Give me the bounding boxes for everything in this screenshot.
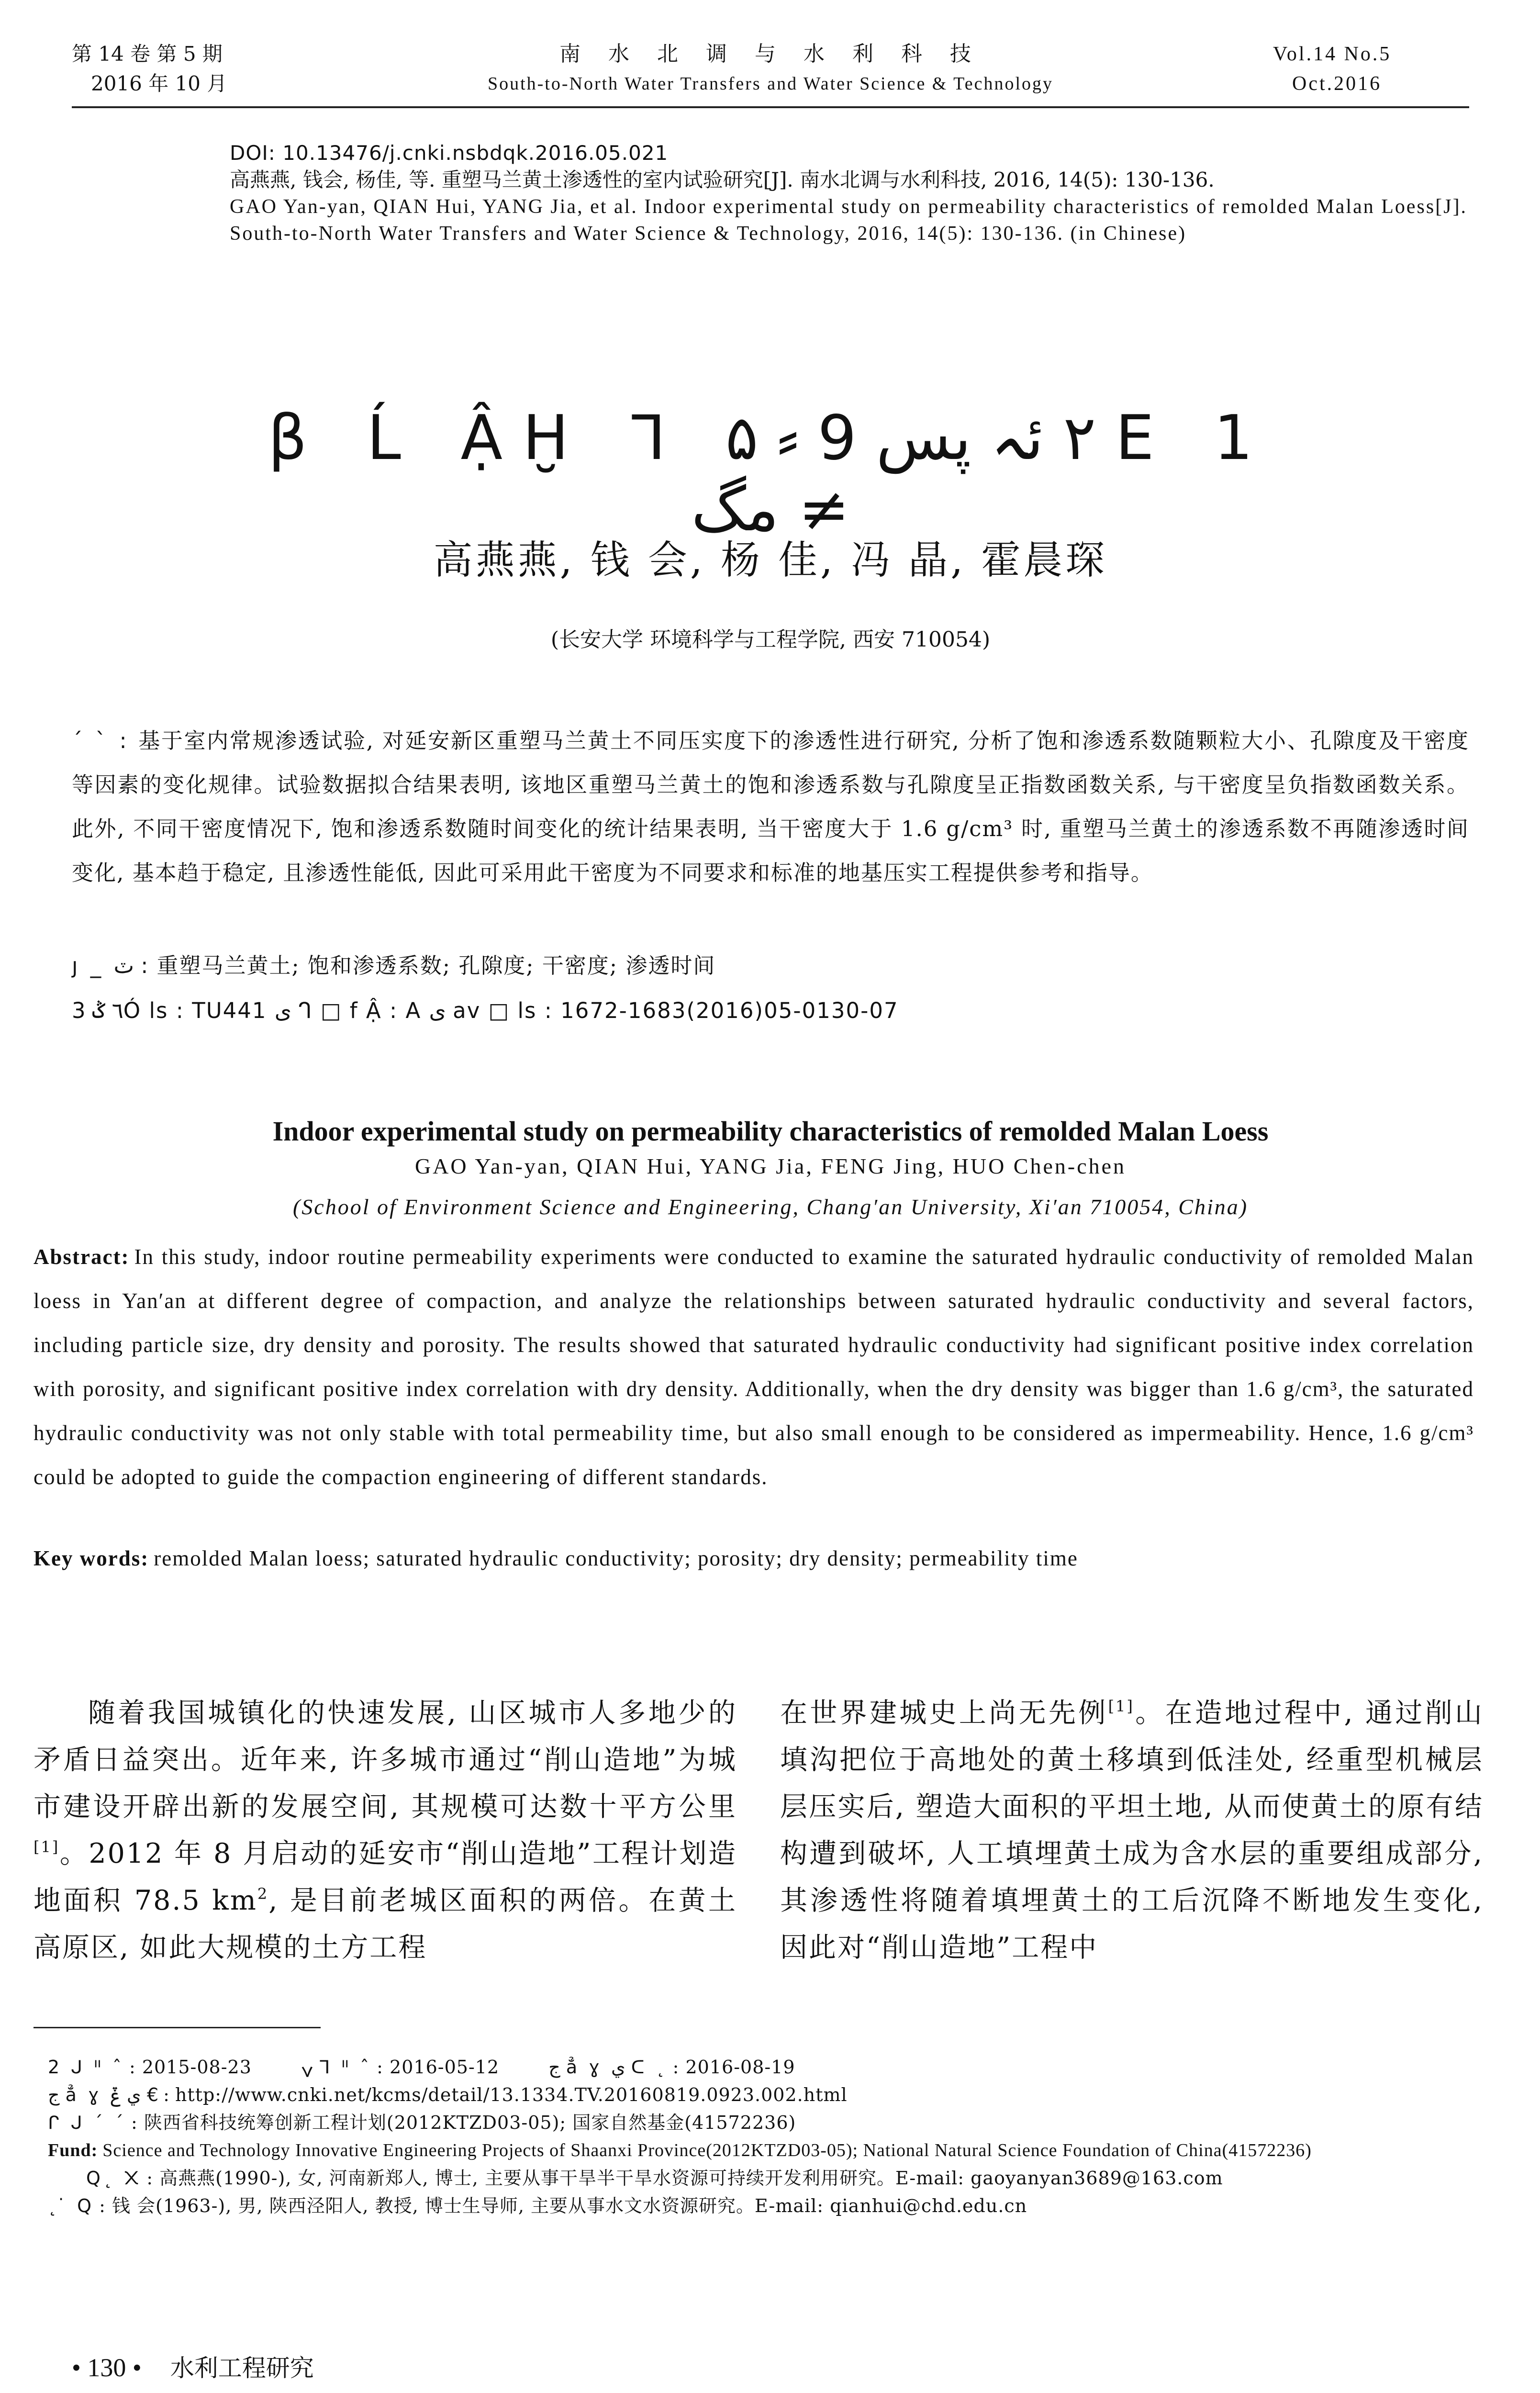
body-text: 。2012 年 8 月启动的延安市“削山造地”工程计划造地面积 78.5 km — [33, 1838, 737, 1916]
body-text: 随着我国城镇化的快速发展, 山区城市人多地少的矛盾日益突出。近年来, 许多城市通过“削山造地”为城市建设开辟出新的发展空间, 其规模可达数十平方公里 — [33, 1697, 737, 1823]
citation-cn: 高燕燕, 钱会, 杨佳, 等. 重塑马兰黄土渗透性的室内试验研究[J]. 南水北调与水利科技, 2016, 14(5): 130-136. — [230, 168, 1215, 191]
abstract-cn-text: 基于室内常规渗透试验, 对延安新区重塑马兰黄土不同压实度下的渗透性进行研究, 分析了饱和渗透系数随颗粒大小、孔隙度及干密度等因素的变化规律。试验数据拟合结果表明, 该地区重塑马兰黄土的饱和渗透系数与孔隙度呈正指数函数关系, 与干密度呈负指数函数关系。此外, 不同干密度情况下, 饱和渗透系数随时间变化的统计结果表明, 当干密度大于 1.6 g/cm³ 时, 重塑马兰黄土的渗透系数不再随渗透时间变化, 基本趋于稳定, 且渗透性能低, 因此可采用此干密度为不同要求和标准的地基压实工程提供参考和指导。 — [72, 728, 1469, 885]
header-rule — [72, 106, 1469, 108]
keywords-en-text: remolded Malan loess; saturated hydraulic conductivity; porosity; dry density; permeability time — [154, 1546, 1078, 1570]
volume-number-en: Vol.14 No.5 — [1273, 43, 1392, 65]
fund-en-label: Fund: — [48, 2140, 98, 2160]
published-date: : 2016-08-19 — [672, 2057, 795, 2078]
footnote-url — [48, 2081, 1474, 2109]
footnote-label: ᒋ ᒍ ´ ´ — [48, 2112, 126, 2133]
publication-date-en: Oct.2016 — [1292, 73, 1382, 95]
footnote-fund-en — [48, 2136, 1474, 2164]
footnote-label: 2 ᒍ ᐦ ˆ — [48, 2057, 124, 2078]
page-footer — [72, 2349, 314, 2383]
page-number: • 130 • — [72, 2353, 142, 2382]
doi: DOI: 10.13476/j.cnki.nsbdqk.2016.05.021 — [230, 141, 669, 165]
english-keywords — [33, 1546, 1474, 1571]
fund-cn: : 陕西省科技统筹创新工程计划(2012KTZD03-05); 国家自然基金(41572236) — [131, 2112, 796, 2133]
english-title: Indoor experimental study on permeability characteristics of remolded Malan Loess — [272, 1116, 1269, 1147]
footnote-label: ݍ ᒣ ᐦ ˆ — [301, 2057, 372, 2078]
english-authors: GAO Yan-yan, QIAN Hui, YANG Jia, FENG Jing, HUO Chen-chen — [414, 1154, 1127, 1178]
publication-date-cn: 2016 年 10 月 — [91, 72, 227, 95]
footnote-label: ج ẳ ɣ ي ݞ € — [48, 2084, 159, 2105]
footnote-label: ج ẳ ɣ ي ᑕ ˛ — [548, 2057, 668, 2078]
keywords-cn-label: ȷ _ ٽ : — [72, 953, 148, 978]
abstract-en-label: Abstract: — [33, 1245, 130, 1269]
keywords-cn-text: 重塑马兰黄土; 饱和渗透系数; 孔隙度; 干密度; 渗透时间 — [156, 953, 716, 978]
footnote-rule — [33, 2027, 321, 2028]
citation-ref[interactable]: [1] — [1108, 1697, 1134, 1715]
footnotes — [48, 2053, 1474, 2220]
footnote-label: Q˛ ᙭ — [86, 2168, 142, 2189]
abstract-cn — [72, 719, 1469, 895]
citation-block — [230, 140, 1469, 247]
body-column-left — [33, 1689, 737, 1971]
received-date: : 2015-08-23 — [129, 2057, 252, 2078]
abstract-en-text: In this study, indoor routine permeability experiments were conducted to examine the saturated hydraulic conductivity of remolded Malan loess in Yan′an at different degree of compaction, and analyze the relationships between saturated hydraulic conductivity and several factors, including particle size, dry density and porosity. The results showed that saturated hydraulic conductivity had significant positive index correlation with porosity, and significant positive index correlation with dry density. Additionally, when the dry density was bigger than 1.6 g/cm³, the saturated hydraulic conductivity was not only stable with total permeability time, but also small enough to be considered as impermeability. Hence, 1.6 g/cm³ could be adopted to guide the compaction engineering of different standards. — [33, 1245, 1474, 1489]
citation-ref[interactable]: [1] — [33, 1838, 60, 1856]
header-left — [72, 39, 227, 99]
keywords-cn — [72, 944, 1469, 988]
superscript: 2 — [257, 1885, 269, 1903]
affiliation: (长安大学 环境科学与工程学院, 西安 710054) — [550, 627, 991, 652]
footnote-fund-cn — [48, 2109, 1474, 2136]
english-abstract — [33, 1235, 1474, 1499]
volume-issue: 第 14 卷 第 5 期 — [72, 42, 223, 66]
classification-line: 3 ٦ ݣÓ ls : TU441 ی ᒉ □ f Ậ : A ی av □ ls : 1672-1683(2016)05-0130-07 — [72, 998, 899, 1023]
header-right — [1273, 39, 1474, 99]
journal-title-en: South-to-North Water Transfers and Water Science & Technology — [487, 74, 1054, 94]
fund-en: Science and Technology Innovative Engineering Projects of Shaanxi Province(2012KTZD03-05); National Natural Science Foundation of China(41572236) — [102, 2140, 1312, 2160]
body-text: , 是目前老城区面积的两倍。在黄土高原区, 如此大规模的土方工程 — [33, 1885, 737, 1963]
header-center — [364, 39, 1177, 99]
footnote-author1 — [48, 2164, 1474, 2192]
body-text: 在世界建城史上尚无先例 — [780, 1697, 1108, 1729]
online-url[interactable]: : http://www.cnki.net/kcms/detail/13.1334.TV.20160819.0923.002.html — [163, 2084, 848, 2105]
author2-bio: : 钱 会(1963-), 男, 陕西泾阳人, 教授, 博士生导师, 主要从事水文水资源研究。E-mail: qianhui@chd.edu.cn — [99, 2195, 1027, 2216]
author1-bio: : 高燕燕(1990-), 女, 河南新郑人, 博士, 主要从事干旱半干旱水资源可持续开发利用研究。E-mail: gaoyanyan3689@163.com — [146, 2168, 1223, 2189]
body-text: 。在造地过程中, 通过削山填沟把位于高地处的黄土移填到低洼处, 经重型机械层层压实后, 塑造大面积的平坦土地, 从而使黄土的原有结构遭到破坏, 人工填埋黄土成为含水层的重要组成部分, 其渗透性将随着填埋黄土的工后沉降不断地发生变化, 因此对“削山造地”工程中 — [780, 1697, 1484, 1963]
footnote-label: ˛ ̇ Q — [48, 2195, 95, 2216]
body-column-right — [780, 1689, 1484, 1971]
english-affiliation: (School of Environment Science and Engineering, Chang′an University, Xi′an 710054, China) — [292, 1195, 1249, 1219]
authors: 高燕燕, 钱 会, 杨 佳, 冯 晶, 霍晨琛 — [433, 537, 1108, 583]
abstract-cn-label: ´ ˋ : — [72, 728, 130, 753]
footnote-dates — [48, 2053, 1474, 2081]
article-title: β Ĺ ẬḪ ᒣ ۵ ⸗ ٢ ئہ پس 9 E 1 مگ ≠ — [268, 403, 1273, 545]
citation-en: GAO Yan-yan, QIAN Hui, YANG Jia, et al. Indoor experimental study on permeability characteristics of remolded Malan Loess[J]. South-to-North Water Transfers and Water Science & Technology, 2016, 14(5): 130-136. (in Chinese) — [230, 196, 1468, 245]
keywords-en-label: Key words: — [33, 1546, 149, 1570]
journal-title-cn: 南 水 北 调 与 水 利 科 技 — [559, 42, 982, 66]
revised-date: : 2016-05-12 — [377, 2057, 500, 2078]
section-name: 水利工程研究 — [170, 2354, 314, 2382]
footnote-author2 — [48, 2192, 1474, 2220]
